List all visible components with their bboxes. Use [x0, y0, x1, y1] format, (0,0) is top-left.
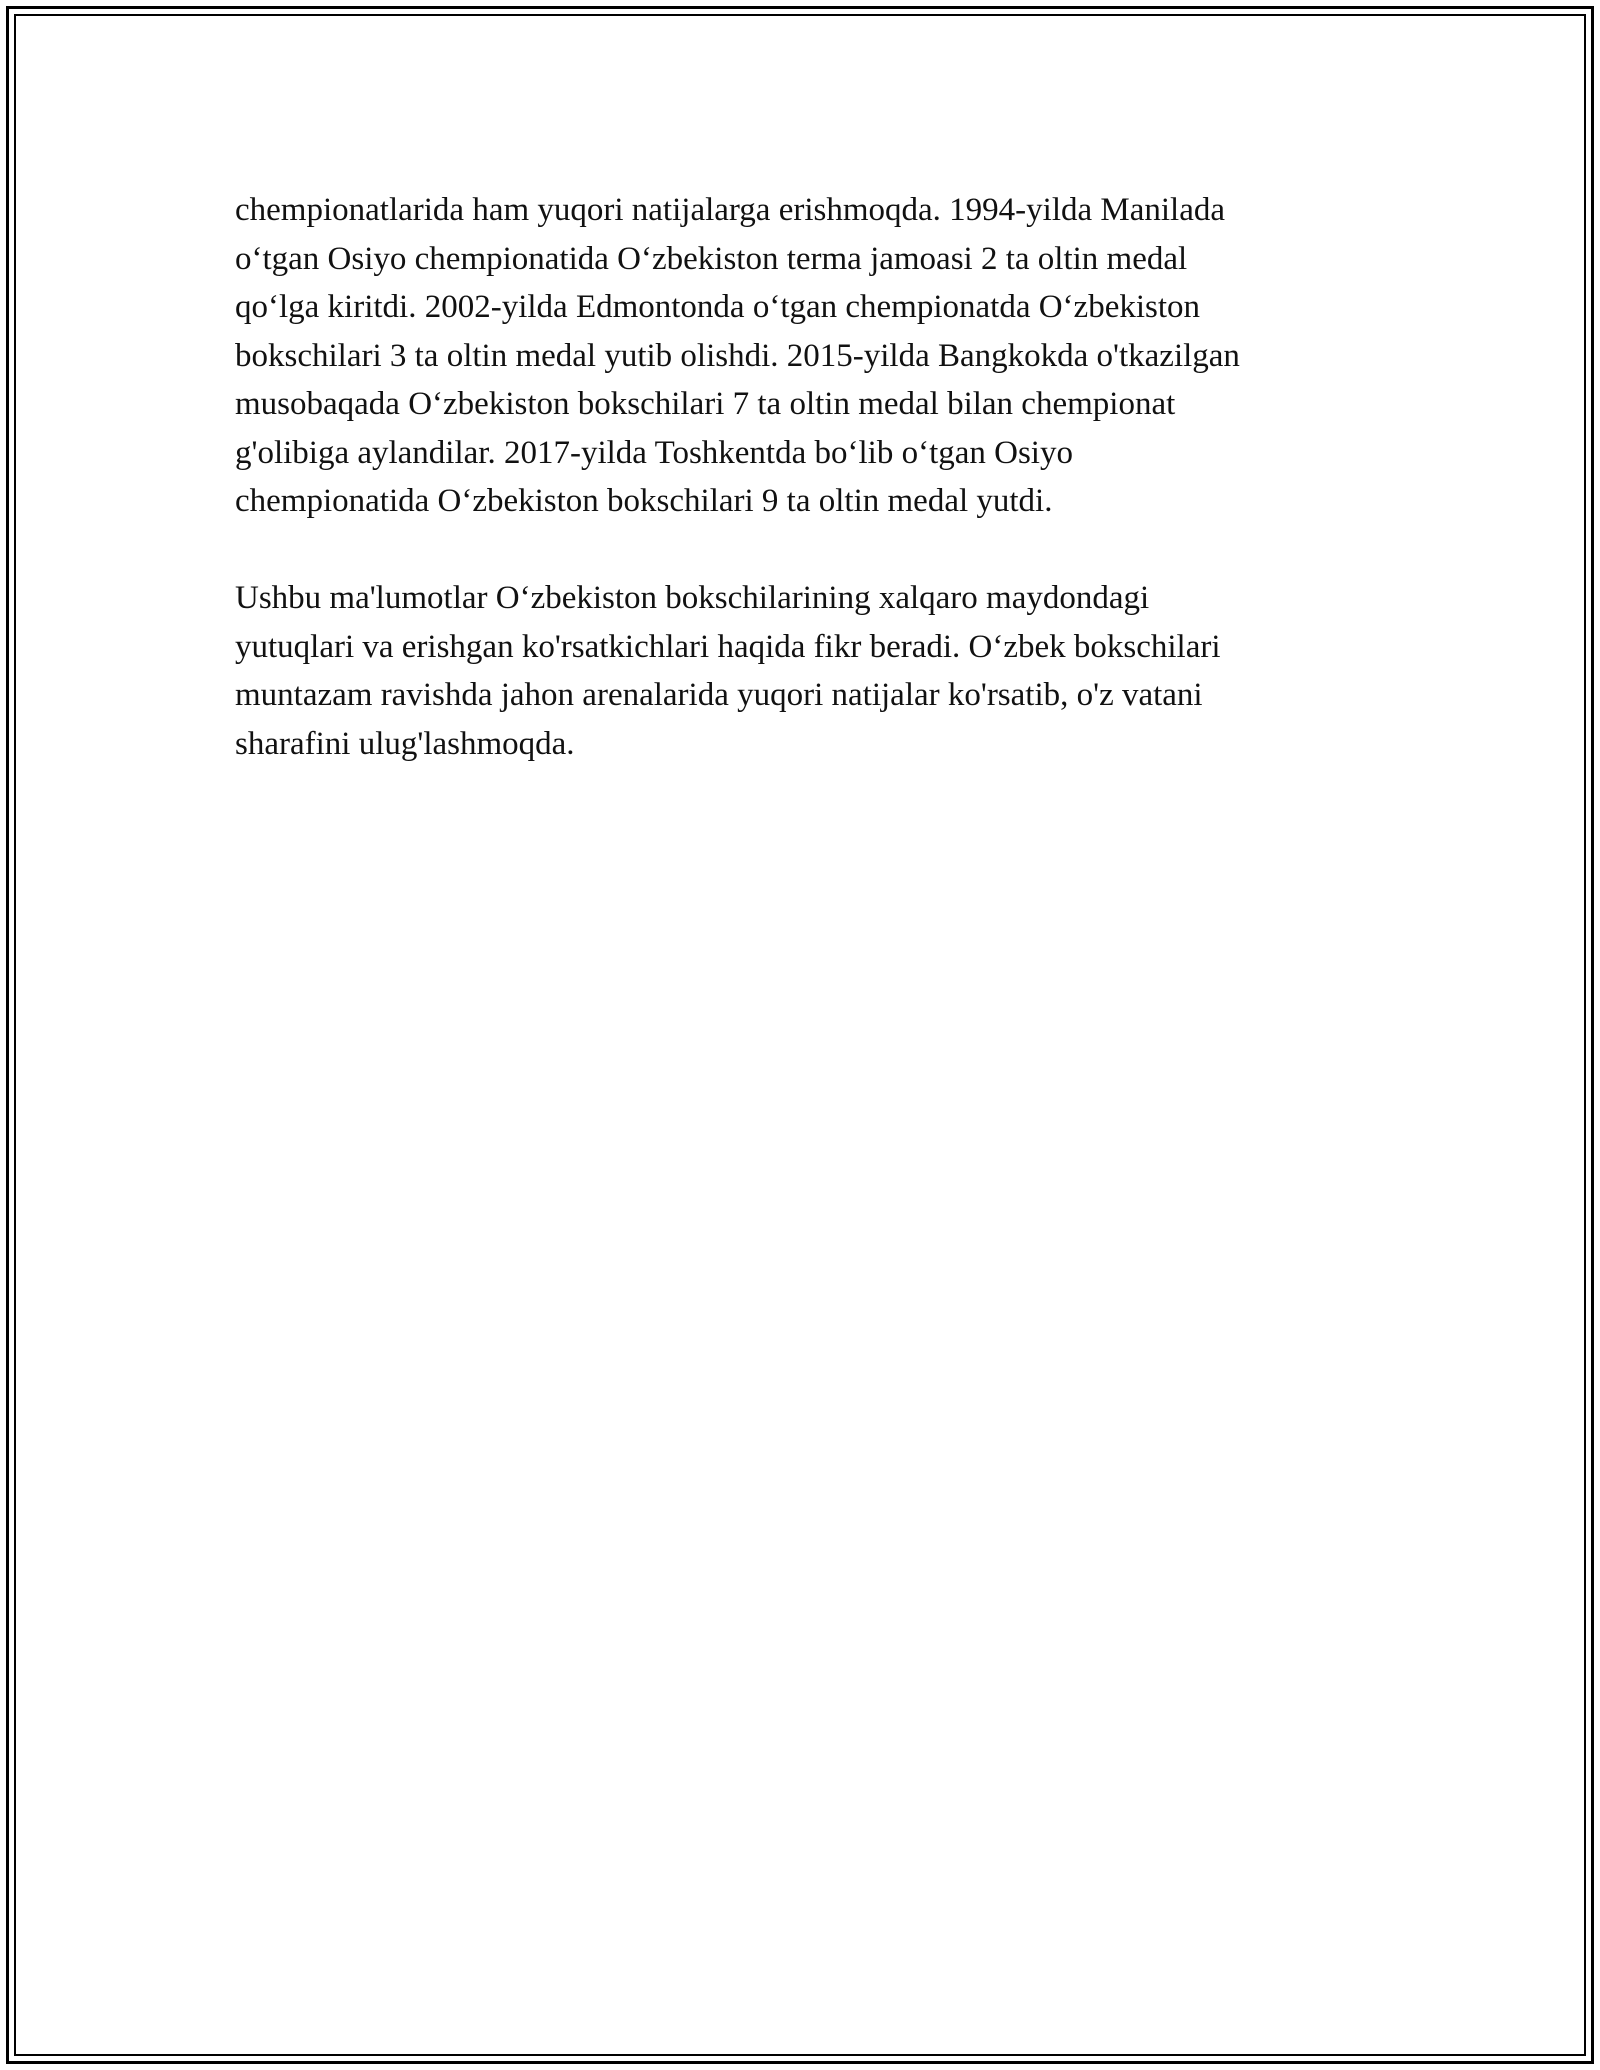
- text-line: muntazam ravishda jahon arenalarida yuqori natijalar ko'rsatib, o'z vatani: [235, 677, 1203, 713]
- text-line: sharafini ulug'lashmoqda.: [235, 725, 575, 762]
- text-line: chempionatlarida ham yuqori natijalarga erishmoqda. 1994-yilda Manilada: [235, 192, 1225, 228]
- text-line: qo‘lga kiritdi. 2002-yilda Edmontonda o‘tgan chempionatda O‘zbekiston: [235, 289, 1201, 325]
- paragraph-2: [235, 574, 1375, 768]
- document-body: [235, 186, 1375, 768]
- paragraph-1: [235, 186, 1375, 526]
- text-line: yutuqlari va erishgan ko'rsatkichlari haqida fikr beradi. O‘zbek bokschilari: [235, 628, 1221, 665]
- text-line: chempionatida O‘zbekiston bokschilari 9 ta oltin medal yutdi.: [235, 483, 1053, 519]
- text-line: musobaqada O‘zbekiston bokschilari 7 ta oltin medal bilan chempionat: [235, 386, 1176, 422]
- text-line: bokschilari 3 ta oltin medal yutib olishdi. 2015-yilda Bangkokda o'tkazilgan: [235, 337, 1240, 374]
- text-line: o‘tgan Osiyo chempionatida O‘zbekiston terma jamoasi 2 ta oltin medal: [235, 240, 1188, 277]
- text-line: g'olibiga aylandilar. 2017-yilda Toshkentda bo‘lib o‘tgan Osiyo: [235, 434, 1073, 471]
- text-line: Ushbu ma'lumotlar O‘zbekiston bokschilarining xalqaro maydondagi: [235, 580, 1150, 616]
